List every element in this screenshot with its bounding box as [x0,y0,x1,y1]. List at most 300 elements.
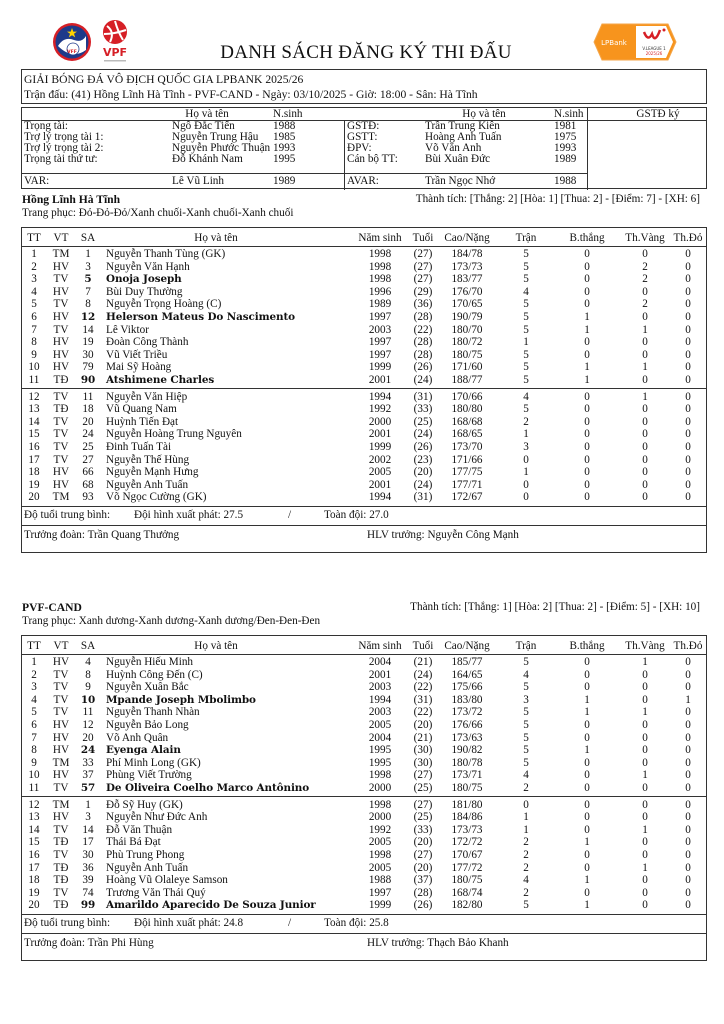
player-row [22,681,706,693]
player-tran: 4 [523,390,529,403]
player-tt: 5 [31,706,37,719]
player-year: 2001 [368,428,392,441]
player-goals: 0 [584,390,590,403]
player-ch: 170/67 [451,849,483,861]
player-sa: 12 [80,311,96,323]
player-name: Võ Anh Quân [106,731,169,744]
player-goals: 0 [584,478,590,491]
player-year: 2000 [368,415,392,428]
player-tran: 0 [523,478,529,491]
player-vt: TM [52,756,70,769]
column-header-age: Tuổi [412,640,434,652]
player-tran: 0 [523,453,529,466]
player-tt: 14 [28,415,40,428]
official-name: Nguyễn Phước Thuận [172,142,271,154]
column-header-goals: B.thắng [569,640,605,652]
player-goals: 0 [584,273,590,286]
player-sa: 4 [85,656,91,668]
player-row [22,261,706,273]
player-year: 1998 [368,260,392,273]
player-goals: 0 [584,782,590,794]
player-tran: 2 [523,886,529,899]
player-yellow: 0 [642,756,648,769]
avg-age-starting: Đội hình xuất phát: 24.8 [134,917,244,929]
column-header-goals: B.thắng [569,232,605,244]
player-row [22,887,706,899]
player-tran: 4 [523,874,529,887]
official-role: GSTT: [347,131,378,143]
player-ch: 188/77 [451,374,483,386]
player-sa: 24 [82,428,94,441]
player-tran: 5 [523,311,529,323]
player-goals: 0 [584,453,590,466]
player-year: 2001 [368,374,392,386]
player-tran: 5 [523,899,529,912]
player-year: 1998 [368,798,392,811]
player-tt: 2 [31,260,37,273]
player-row [22,273,706,285]
player-row [22,311,706,323]
player-age: (27) [413,260,433,273]
player-vt: HV [52,336,70,349]
player-ch: 176/66 [451,719,483,731]
player-tran: 5 [523,706,529,719]
player-name: Vũ Quang Nam [106,403,177,416]
player-red: 0 [685,706,691,719]
player-year: 1994 [368,390,392,403]
team-2-kit: Trang phục: Xanh dương-Xanh dương-Xanh dương/Đen-Đen-Đen [22,615,321,627]
player-red: 0 [685,428,691,441]
player-name: Lê Viktor [106,323,149,336]
player-vt: TV [53,273,69,286]
player-goals: 0 [584,336,590,349]
player-tt: 7 [31,731,37,744]
player-ch: 177/71 [451,478,483,491]
player-year: 2001 [368,478,392,491]
player-red: 0 [685,731,691,744]
player-age: (27) [413,769,433,782]
player-year: 2005 [368,719,392,731]
player-name: Nguyễn Thanh Tùng (GK) [106,248,226,260]
player-ch: 172/67 [451,491,483,504]
player-sa: 14 [82,823,94,836]
player-vt: HV [52,285,70,298]
player-red: 0 [685,782,691,794]
player-vt: TĐ [53,899,69,912]
player-sa: 5 [84,273,92,286]
player-tran: 5 [523,260,529,273]
player-yellow: 0 [642,798,648,811]
player-ch: 171/66 [451,453,483,466]
player-name: Nguyễn Trọng Hoàng (C) [106,298,222,311]
player-yellow: 0 [642,248,648,260]
player-goals: 1 [584,361,590,374]
player-row [22,744,706,756]
player-ch: 173/70 [451,441,483,453]
player-yellow: 0 [642,886,648,899]
page-title: DANH SÁCH ĐĂNG KÝ THI ĐẤU [220,42,512,63]
player-row [22,361,706,373]
player-tran: 2 [523,861,529,874]
player-sa: 19 [82,336,94,349]
player-sa: 99 [80,899,96,912]
player-vt: HV [52,311,70,323]
player-ch: 180/80 [451,403,483,416]
player-name: Nguyễn Mạnh Hưng [106,466,199,479]
player-goals: 0 [584,441,590,453]
player-tt: 9 [31,756,37,769]
player-yellow: 0 [642,836,648,849]
player-ch: 180/78 [451,756,483,769]
player-red: 0 [685,374,691,386]
player-sa: 36 [82,861,94,874]
roster-header-row [22,640,706,652]
player-year: 2003 [368,323,392,336]
official-role: GSTĐ: [347,120,380,132]
official-name: Nguyễn Trung Hậu [172,131,259,143]
player-tran: 5 [523,681,529,694]
player-ch: 184/86 [451,811,483,824]
player-row [22,811,706,823]
player-sa: 57 [80,782,96,794]
player-goals: 0 [584,668,590,681]
player-goals: 0 [584,861,590,874]
player-vt: HV [52,466,70,479]
player-yellow: 0 [642,719,648,731]
team-1-name: Hồng Lĩnh Hà Tĩnh [22,193,121,206]
player-row [22,403,706,415]
player-year: 1989 [368,298,392,311]
official-name: Bùi Xuân Đức [425,153,491,165]
player-sa: 1 [85,798,91,811]
avg-age-separator: / [288,509,292,521]
player-yellow: 0 [642,693,648,706]
team-1-kit: Trang phục: Đỏ-Đỏ-Đỏ/Xanh chuối-Xanh chuối-Xanh chuối [22,207,294,219]
player-row [22,466,706,478]
official-name: Trần Trung Kiên [425,120,500,132]
player-row [22,286,706,298]
player-ch: 170/65 [451,298,483,311]
player-goals: 0 [584,260,590,273]
player-age: (22) [413,681,433,694]
player-yellow: 0 [642,415,648,428]
column-header-tt: TT [27,232,41,244]
player-tran: 2 [523,782,529,794]
player-tt: 13 [28,811,40,824]
player-sa: 93 [82,491,94,504]
player-row [22,336,706,348]
player-red: 0 [685,323,691,336]
player-age: (36) [413,298,433,311]
player-year: 1988 [368,874,392,887]
player-vt: TV [53,782,69,794]
player-age: (22) [413,323,433,336]
player-yellow: 0 [642,453,648,466]
player-tran: 2 [523,415,529,428]
player-row [22,324,706,336]
player-yellow: 1 [642,390,648,403]
player-year: 1999 [368,361,392,374]
player-ch: 190/79 [451,311,483,323]
column-header-year: Năm sinh [358,640,402,652]
player-tt: 3 [31,273,37,286]
player-age: (21) [413,731,433,744]
player-sa: 11 [82,706,94,719]
player-tran: 2 [523,849,529,861]
player-row [22,849,706,861]
avg-age-starting: Đội hình xuất phát: 27.5 [134,509,244,521]
player-vt: TĐ [53,861,69,874]
player-yellow: 0 [642,348,648,361]
player-ch: 177/72 [451,861,483,874]
official-name: Võ Văn Anh [425,142,482,154]
player-year: 1994 [368,491,392,504]
player-year: 2003 [368,681,392,694]
player-red: 0 [685,336,691,349]
player-year: 2000 [368,811,392,824]
player-goals: 1 [584,874,590,887]
player-age: (21) [413,656,433,668]
player-tran: 1 [523,466,529,479]
player-sa: 8 [85,668,91,681]
column-header-tran: Trận [515,232,537,244]
player-vt: HV [52,478,70,491]
player-year: 1995 [368,756,392,769]
official-name: Đỗ Khánh Nam [172,153,243,165]
team-2-name: PVF-CAND [22,601,82,614]
player-age: (26) [413,441,433,453]
player-sa: 3 [85,811,91,824]
player-goals: 0 [584,428,590,441]
column-header-tran: Trận [515,640,537,652]
official-role: Trọng tài: [24,120,69,132]
player-vt: TV [53,323,69,336]
player-tt: 11 [28,374,40,386]
official-year: 1988 [554,175,577,187]
player-tt: 4 [31,285,37,298]
player-name: Nguyễn Hoàng Trung Nguyên [106,428,242,441]
player-sa: 12 [82,719,94,731]
player-yellow: 0 [642,681,648,694]
player-tran: 1 [523,823,529,836]
player-year: 1996 [368,285,392,298]
player-tt: 14 [28,823,40,836]
player-year: 2001 [368,668,392,681]
player-name: Phù Trung Phong [106,849,185,861]
player-goals: 0 [584,798,590,811]
player-vt: HV [52,361,70,374]
player-tran: 0 [523,491,529,504]
official-year: 1989 [554,153,577,165]
player-goals: 1 [584,899,590,912]
column-header-yellow: Th.Vàng [625,640,665,652]
player-sa: 79 [82,361,94,374]
average-age-row [22,914,706,932]
player-age: (20) [413,861,433,874]
player-red: 0 [685,248,691,260]
player-age: (24) [413,668,433,681]
player-vt: TV [53,441,69,453]
player-vt: TV [53,886,69,899]
player-tran: 5 [523,361,529,374]
player-sa: 10 [80,693,96,706]
player-goals: 0 [584,886,590,899]
player-goals: 0 [584,719,590,731]
player-name: Nguyễn Bảo Long [106,719,189,731]
player-yellow: 1 [642,706,648,719]
player-year: 1995 [368,744,392,757]
player-goals: 0 [584,756,590,769]
player-row [22,349,706,361]
svg-text:V.LEAGUE 1: V.LEAGUE 1 [642,46,666,51]
player-year: 2005 [368,836,392,849]
player-tran: 5 [523,719,529,731]
player-tran: 5 [523,756,529,769]
player-vt: TV [53,415,69,428]
player-tt: 13 [28,403,40,416]
player-ch: 164/65 [451,668,483,681]
player-tt: 18 [28,466,40,479]
player-red: 0 [685,273,691,286]
player-yellow: 1 [642,823,648,836]
player-tran: 5 [523,656,529,668]
player-red: 0 [685,403,691,416]
player-age: (27) [413,248,433,260]
player-ch: 177/75 [451,466,483,479]
player-vt: TV [53,428,69,441]
player-vt: TM [52,248,70,260]
player-goals: 1 [584,744,590,757]
player-sa: 3 [85,260,91,273]
official-year: 1985 [273,131,296,143]
staff-row [22,934,706,952]
player-sa: 25 [82,441,94,453]
player-red: 0 [685,899,691,912]
team-2-record: Thành tích: [Thắng: 1] [Hòa: 2] [Thua: 2] - [Điểm: 5] - [XH: 10] [410,601,700,613]
column-header-name: Họ và tên [194,232,238,244]
player-yellow: 0 [642,428,648,441]
official-role: Trọng tài thứ tư: [24,153,98,165]
player-tt: 16 [28,441,40,453]
player-red: 0 [685,361,691,374]
player-ch: 175/66 [451,681,483,694]
player-row [22,374,706,386]
column-header-year: Năm sinh [358,232,402,244]
player-ch: 190/82 [451,744,483,757]
player-sa: 27 [82,453,94,466]
official-year: 1993 [554,142,577,154]
officials-header-name-right: Họ và tên [462,108,506,120]
player-ch: 185/77 [451,656,483,668]
player-sa: 66 [82,466,94,479]
player-vt: TV [53,706,69,719]
column-header-ch: Cao/Nặng [444,232,490,244]
column-header-vt: VT [53,232,69,244]
player-red: 0 [685,260,691,273]
player-ch: 180/75 [451,782,483,794]
player-year: 2002 [368,453,392,466]
player-tran: 5 [523,348,529,361]
player-ch: 181/80 [451,798,483,811]
player-age: (20) [413,466,433,479]
player-tt: 16 [28,849,40,861]
player-yellow: 0 [642,285,648,298]
player-name: Huỳnh Công Đến (C) [106,668,203,681]
player-sa: 18 [82,403,94,416]
player-red: 0 [685,823,691,836]
player-tran: 0 [523,798,529,811]
player-name: Onoja Joseph [106,273,182,286]
match-info-box [21,69,707,104]
officials-table [21,107,707,189]
player-ch: 168/65 [451,428,483,441]
player-yellow: 0 [642,478,648,491]
player-goals: 0 [584,769,590,782]
match-details: Trận đấu: (41) Hồng Lĩnh Hà Tĩnh - PVF-CAND - Ngày: 03/10/2025 - Giờ: 18:00 - Sân: Hà Tĩnh [24,88,478,101]
player-tran: 1 [523,811,529,824]
player-ch: 180/70 [451,323,483,336]
player-tt: 17 [28,453,40,466]
player-row [22,669,706,681]
player-age: (31) [413,491,433,504]
player-tt: 3 [31,681,37,694]
player-vt: HV [52,656,70,668]
player-name: Nguyễn Văn Hạnh [106,260,190,273]
player-tt: 10 [28,769,40,782]
player-name: Hoàng Vũ Olaleye Samson [106,874,228,887]
player-year: 1999 [368,899,392,912]
player-tt: 4 [31,693,37,706]
official-name: Lê Vũ Linh [172,175,224,187]
official-role: Trợ lý trọng tài 1: [24,131,104,143]
player-tran: 4 [523,668,529,681]
player-year: 1997 [368,348,392,361]
player-vt: TV [53,390,69,403]
player-row [22,416,706,428]
player-row [22,862,706,874]
player-name: Helerson Mateus Do Nascimento [106,311,295,323]
player-vt: HV [52,260,70,273]
player-tran: 5 [523,323,529,336]
official-name: Hoàng Anh Tuấn [425,131,502,143]
player-red: 0 [685,849,691,861]
player-red: 0 [685,744,691,757]
player-ch: 168/74 [451,886,483,899]
player-name: Phí Minh Long (GK) [106,756,201,769]
average-age-row [22,506,706,524]
officials-header-sign: GSTĐ ký [636,108,680,120]
official-role: AVAR: [347,175,379,187]
player-sa: 74 [82,886,94,899]
league-name: GIẢI BÓNG ĐÁ VÔ ĐỊCH QUỐC GIA LPBANK 2025/26 [24,73,304,86]
player-age: (33) [413,403,433,416]
player-name: Thái Bá Đạt [106,836,161,849]
player-year: 1997 [368,336,392,349]
player-row [22,836,706,848]
player-age: (24) [413,428,433,441]
column-header-tt: TT [27,640,41,652]
player-name: Võ Ngọc Cường (GK) [106,491,207,504]
player-row [22,454,706,466]
player-goals: 0 [584,298,590,311]
player-yellow: 0 [642,811,648,824]
player-age: (28) [413,886,433,899]
player-tt: 20 [28,899,40,912]
official-year: 1995 [273,153,296,165]
official-role: Trợ lý trọng tài 2: [24,142,104,154]
player-row [22,799,706,811]
staff-row [22,526,706,544]
